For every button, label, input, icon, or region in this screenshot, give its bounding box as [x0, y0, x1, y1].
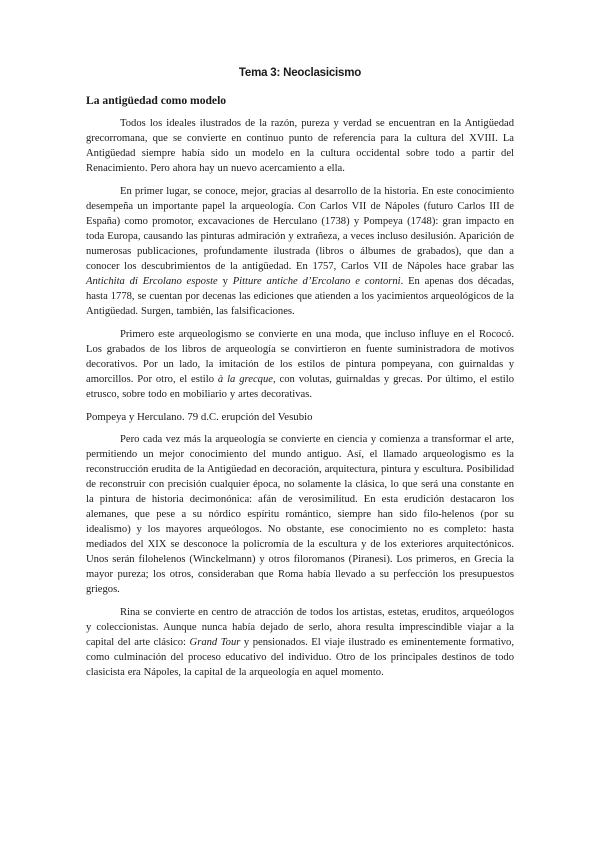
paragraph-3-text-b: , con volutas, guirnaldas y grecas. Por último, el estilo etrusco, sobre todo en mobiliario y artes decorativas.: [86, 374, 514, 400]
paragraph-2-text-b: . En apenas dos décadas, hasta 1778, se cuentan por decenas las ediciones que atienden a los yacimientos arqueológicos de la Antigüedad. Surgen, también, las falsificaciones.: [86, 276, 515, 317]
document-page: [86, 66, 514, 688]
paragraph-3-text-a: Primero este arqueologismo se convierte en una moda, que incluso influye en el Rococó. Los grabados de los libros de arqueología se convirtieron en fuente suministradora de motivos decorativos. Por un lado, la imitación de los estilos de pintura pompeyana, con guirnaldas y amorcillos. Por otro, el estilo: [86, 329, 514, 385]
book-title-pitture: Pitture antiche d’Ercolano e contorni: [232, 276, 401, 287]
subheading-pompeya: Pompeya y Herculano. 79 d.C. erupción del Vesubio: [86, 411, 313, 423]
paragraph-5-text-a: Rina se convierte en centro de atracción de todos los artistas, estetas, eruditos, arqueólogos y coleccionistas. Aunque nunca había dejado de serlo, ahora resulta imprescindible viajar a la capital del arte clásico:: [86, 607, 514, 648]
paragraph-5: [86, 605, 514, 680]
paragraph-2: [86, 184, 514, 319]
paragraph-1: Todos los ideales ilustrados de la razón, pureza y verdad se encuentran en la Antigüedad grecorromana, que se convierte en continuo punto de referencia para la cultura del XVIII. La Antigüedad siempre había sido un modelo en la cultura occidental sobre todo a partir del Renacimiento. Pero ahora hay un nuevo acercamiento a ella.: [86, 118, 514, 174]
paragraph-4: Pero cada vez más la arqueología se convierte en ciencia y comienza a transformar el arte, permitiendo un mejor conocimiento del mundo antiguo. Así, el llamado arqueologismo es la reconstrucción erudita de la Antigüedad en decoración, arquitectura, pintura y escultura. Posibilidad de reconstruir con precisión cualquier época, no solamente la clásica, lo que será una constante en la pintura de historia decimonónica: afán de verosimilitud. En esta erudición destacaron los alemanes, que pese a su nórdico espíritu romántico, siempre han sido filo-helenos (por su idealismo) y los mayores arqueólogos. No obstante, ese conocimiento no es completo: hasta mediados del XIX se desconoce la policromía de la escultura y de los exteriores arquitectónicos. Unos serán filohelenos (Winckelmann) y otros filoromanos (Piranesi). Los primeros, en Grecia la mayor pureza; los otros, consideraban que Roma había llevado a su perfección los presupuestos griegos.: [86, 434, 514, 595]
paragraph-3: [86, 327, 514, 402]
section-heading: La antigüedad como modelo: [86, 94, 227, 107]
book-title-antichita: Antichita di Ercolano esposte: [86, 276, 218, 287]
paragraph-5-text-b: y pensionados. El viaje ilustrado es eminentemente formativo, como culminación del proceso educativo del individuo. Otro de los principales destinos de todo clasicista era Nápoles, la capital de la arqueología en aquel momento.: [86, 637, 515, 678]
page-title: Tema 3: Neoclasicismo: [238, 67, 362, 79]
paragraph-2-text-a: En primer lugar, se conoce, mejor, gracias al desarrollo de la historia. En este conocimiento desempeña un importante papel la arqueología. Con Carlos VII de Nápoles (futuro Carlos III de España) como promotor, excavaciones de Herculano (1738) y Pompeya (1748): gran impacto en toda Europa, causando las pinturas admiración y extrañeza, a veces incluso desilusión. Aparición de numerosas publicaciones, profundamente ilustrada (libros o álbumes de grabados), que dan a conocer los descubrimientos de la antigüedad. En 1757, Carlos VII de Nápoles hace grabar las: [86, 186, 514, 272]
style-name-a-la-grecque: à la grecque: [217, 374, 273, 385]
term-grand-tour: Grand Tour: [189, 637, 241, 648]
paragraph-2-connector: y: [217, 276, 233, 287]
